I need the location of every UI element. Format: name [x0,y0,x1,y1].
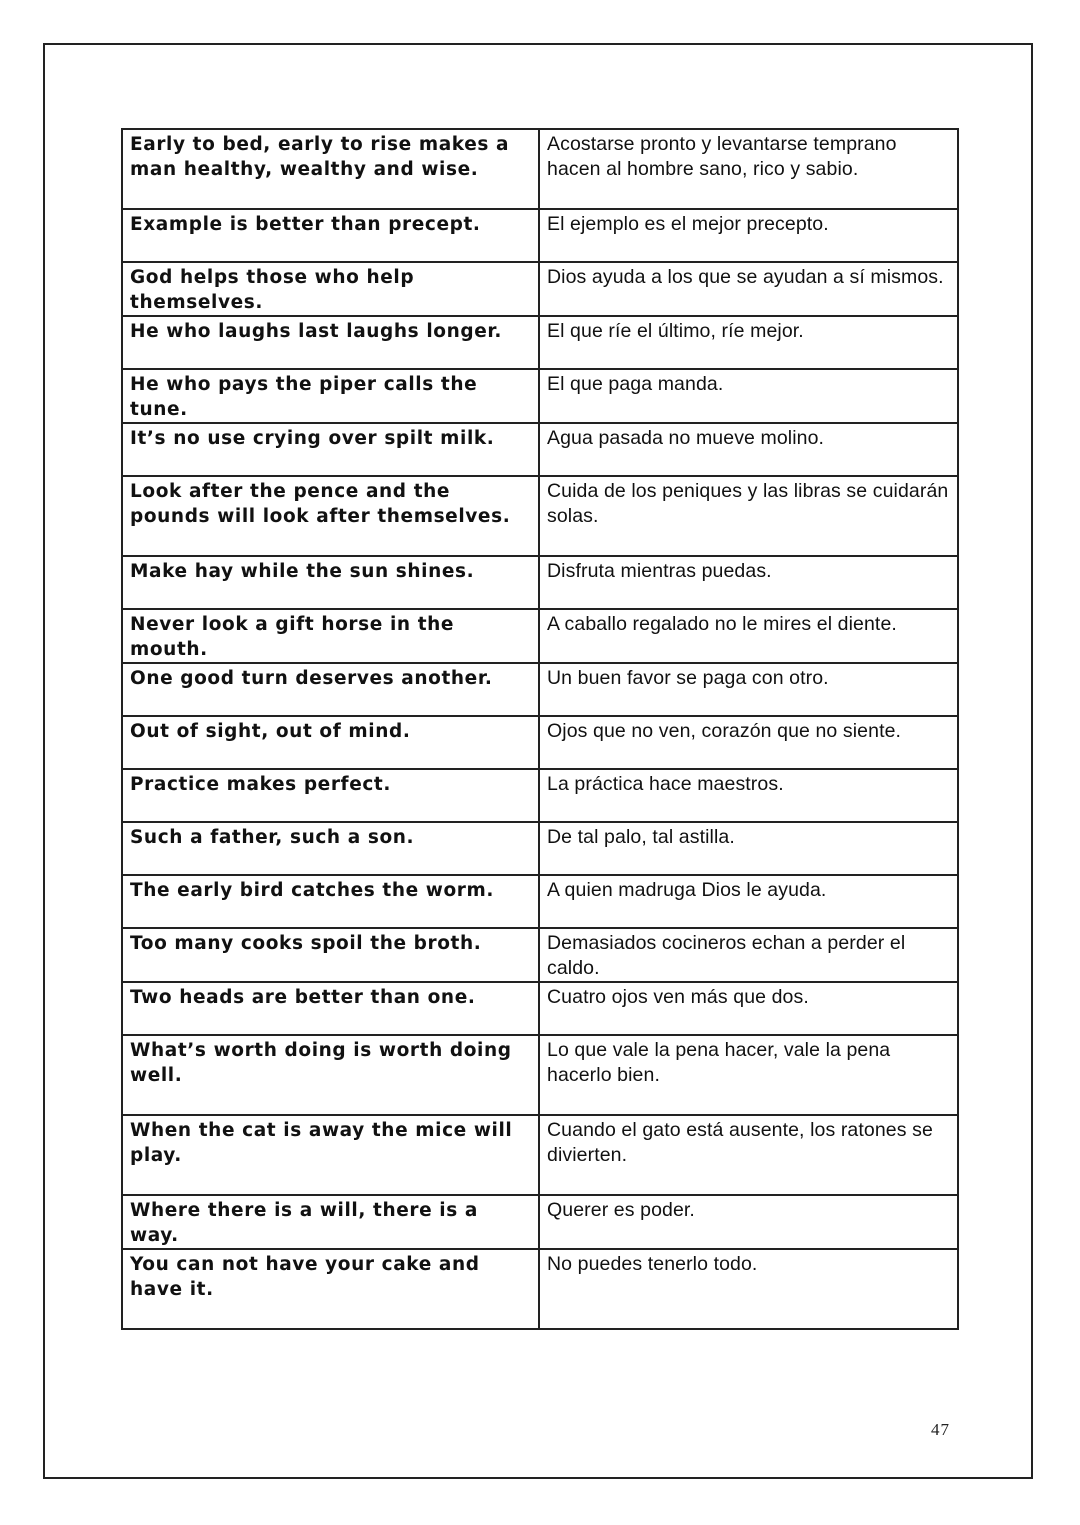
proverb-english: Such a father, such a son. [122,822,539,875]
proverb-spanish: Un buen favor se paga con otro. [539,663,958,716]
table-row [122,129,958,209]
table-row [122,556,958,609]
proverb-spanish: Cuando el gato está ausente, los ratones se divierten. [539,1115,958,1195]
proverb-spanish: Cuida de los peniques y las libras se cuidarán solas. [539,476,958,556]
proverb-spanish: A quien madruga Dios le ayuda. [539,875,958,928]
table-row [122,316,958,369]
proverb-english: Make hay while the sun shines. [122,556,539,609]
table-row [122,1249,958,1329]
proverb-spanish: Dios ayuda a los que se ayudan a sí mismos. [539,262,958,316]
table-row [122,476,958,556]
proverb-english: God helps those who help themselves. [122,262,539,316]
proverb-spanish: El que paga manda. [539,369,958,423]
table-row [122,769,958,822]
table-row [122,1035,958,1115]
proverb-spanish: A caballo regalado no le mires el diente. [539,609,958,663]
proverb-english: Practice makes perfect. [122,769,539,822]
proverb-spanish: Agua pasada no mueve molino. [539,423,958,476]
proverb-spanish: Demasiados cocineros echan a perder el caldo. [539,928,958,982]
table-row [122,928,958,982]
proverb-english: Never look a gift horse in the mouth. [122,609,539,663]
proverb-spanish: El que ríe el último, ríe mejor. [539,316,958,369]
proverb-english: You can not have your cake and have it. [122,1249,539,1329]
proverb-spanish: Cuatro ojos ven más que dos. [539,982,958,1035]
proverb-spanish: De tal palo, tal astilla. [539,822,958,875]
proverb-english: When the cat is away the mice will play. [122,1115,539,1195]
proverb-english: Out of sight, out of mind. [122,716,539,769]
proverb-english: Where there is a will, there is a way. [122,1195,539,1249]
table-row [122,875,958,928]
proverb-english: Look after the pence and the pounds will look after themselves. [122,476,539,556]
proverb-english: He who pays the piper calls the tune. [122,369,539,423]
proverbs-table [121,128,959,1330]
proverb-english: It’s no use crying over spilt milk. [122,423,539,476]
table-row [122,609,958,663]
table-row [122,262,958,316]
proverb-spanish: El ejemplo es el mejor precepto. [539,209,958,262]
table-row [122,716,958,769]
table-row [122,663,958,716]
page-number: 47 [931,1420,950,1439]
proverb-english: One good turn deserves another. [122,663,539,716]
table-row [122,1195,958,1249]
proverb-spanish: Querer es poder. [539,1195,958,1249]
proverb-english: He who laughs last laughs longer. [122,316,539,369]
proverb-english: Early to bed, early to rise makes a man healthy, wealthy and wise. [122,129,539,209]
table-row [122,209,958,262]
table-row [122,423,958,476]
table-row [122,822,958,875]
table-row [122,1115,958,1195]
proverb-english: Too many cooks spoil the broth. [122,928,539,982]
proverb-spanish: Disfruta mientras puedas. [539,556,958,609]
table-row [122,369,958,423]
proverb-spanish: Ojos que no ven, corazón que no siente. [539,716,958,769]
proverb-english: The early bird catches the worm. [122,875,539,928]
proverb-english: Example is better than precept. [122,209,539,262]
proverb-spanish: Lo que vale la pena hacer, vale la pena hacerlo bien. [539,1035,958,1115]
proverb-english: Two heads are better than one. [122,982,539,1035]
proverb-spanish: La práctica hace maestros. [539,769,958,822]
table-row [122,982,958,1035]
proverb-english: What’s worth doing is worth doing well. [122,1035,539,1115]
proverb-spanish: Acostarse pronto y levantarse temprano hacen al hombre sano, rico y sabio. [539,129,958,209]
proverb-spanish: No puedes tenerlo todo. [539,1249,958,1329]
